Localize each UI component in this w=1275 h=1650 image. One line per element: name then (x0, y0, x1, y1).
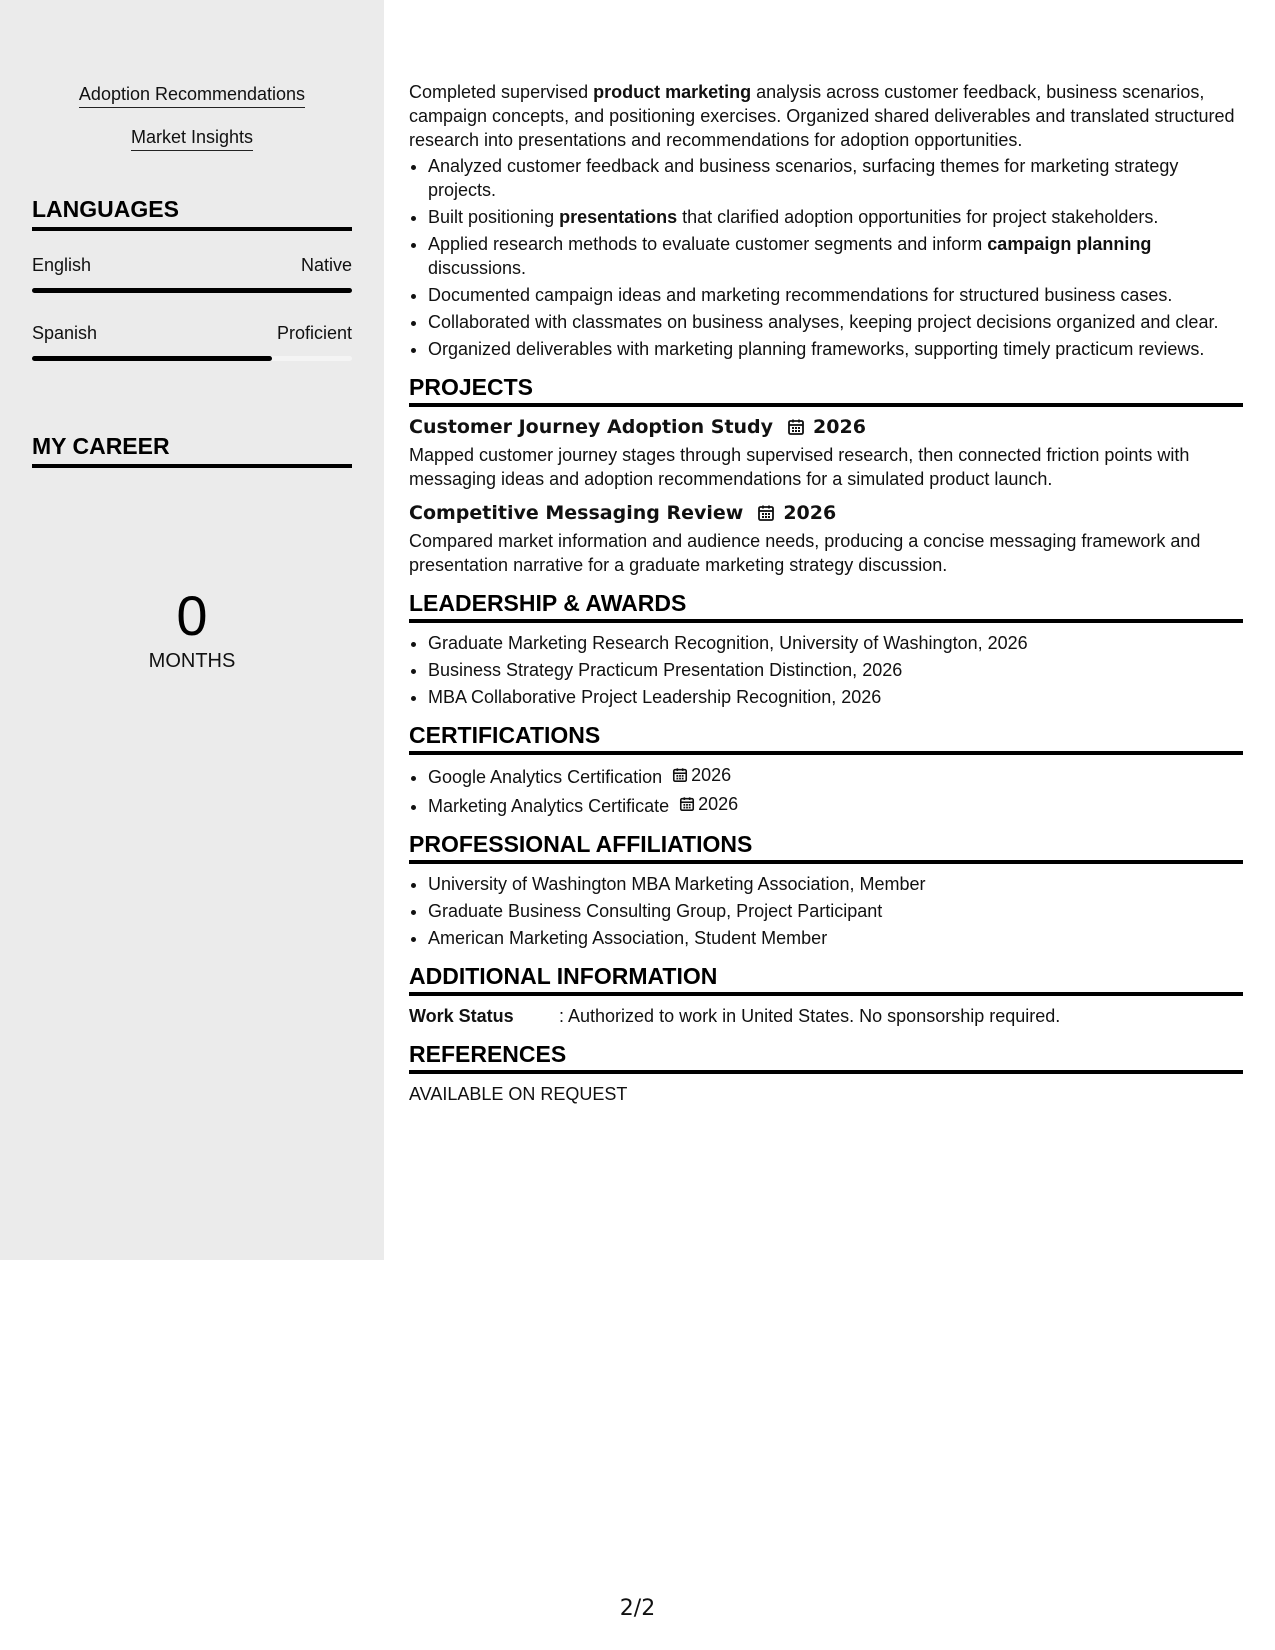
skill-tag-adoption: Adoption Recommendations (79, 84, 305, 108)
language-name: Spanish (32, 323, 98, 343)
summary-emphasis: product marketing (593, 82, 752, 102)
list-item: • Graduate Business Consulting Group, Project Participant (428, 899, 1243, 923)
work-status-row (409, 1004, 1243, 1028)
career-heading: MY CAREER (32, 433, 352, 468)
language-level: Native (300, 255, 352, 275)
list-item: • Applied research methods to evaluate customer segments and inform campaign planning discussions. (428, 232, 1243, 280)
projects-heading: PROJECTS (409, 375, 1243, 407)
list-item (428, 792, 1243, 818)
list-item: • Organized deliverables with marketing planning frameworks, supporting timely practicum reviews. (428, 337, 1243, 361)
summary-text: analysis across customer feedback, business scenarios, campaign concepts, and positioning exercises. Organized shared deliverables and translated structured research into presentations and recommendations for adoption opportunities. (409, 82, 1235, 150)
project-description: Compared market information and audience needs, producing a concise messaging framework and presentation narrative for a graduate marketing strategy discussion. (409, 531, 1201, 575)
certification-year: 2026 (691, 765, 732, 785)
languages-heading: LANGUAGES (32, 196, 352, 231)
calendar-icon (679, 796, 695, 812)
references-heading: REFERENCES (409, 1042, 1243, 1074)
summary-paragraph (409, 80, 1243, 152)
references-text: AVAILABLE ON REQUEST (409, 1084, 628, 1104)
calendar-icon (757, 504, 775, 522)
certification-name: Google Analytics Certification (428, 767, 663, 787)
affiliations-heading: PROFESSIONAL AFFILIATIONS (409, 832, 1243, 864)
list-item: • Graduate Marketing Research Recognition, University of Washington, 2026 (428, 631, 1243, 655)
career-unit: MONTHS (148, 650, 236, 672)
career-value: 0 (176, 584, 208, 647)
sidebar (0, 0, 384, 1260)
page-number: 2/2 (619, 1596, 656, 1621)
language-name: English (32, 255, 92, 275)
list-item: • MBA Collaborative Project Leadership Recognition, 2026 (428, 685, 1243, 709)
language-row (32, 255, 352, 293)
project-year: 2026 (783, 502, 837, 524)
project-title: Competitive Messaging Review (409, 502, 744, 524)
list-item: • American Marketing Association, Student Member (428, 926, 1243, 950)
project-year: 2026 (813, 416, 866, 438)
experience-bullets (409, 154, 1243, 361)
main-content (409, 80, 1243, 1106)
calendar-icon (672, 767, 688, 783)
additional-info-heading: ADDITIONAL INFORMATION (409, 964, 1243, 996)
affiliations-list (409, 872, 1243, 950)
career-duration (32, 584, 352, 673)
summary-text: Completed supervised (409, 82, 594, 102)
list-item: • Business Strategy Practicum Presentation Distinction, 2026 (428, 658, 1243, 682)
list-item: • University of Washington MBA Marketing Association, Member (428, 872, 1243, 896)
project-entry (409, 501, 1243, 577)
certifications-heading: CERTIFICATIONS (409, 723, 1243, 755)
language-proficiency-bar (32, 288, 352, 293)
language-row (32, 323, 352, 361)
list-item: • Analyzed customer feedback and business scenarios, surfacing themes for marketing strategy projects. (428, 154, 1243, 202)
work-status-value: : Authorized to work in United States. No sponsorship required. (559, 1006, 1061, 1026)
skill-tags (32, 84, 352, 170)
list-item: • Built positioning presentations that clarified adoption opportunities for project stakeholders. (428, 205, 1243, 229)
certification-year: 2026 (698, 794, 739, 814)
language-proficiency-fill (32, 356, 272, 361)
certifications-list (409, 763, 1243, 818)
skill-tag-market-insights: Market Insights (131, 127, 253, 151)
work-status-label: Work Status (409, 1006, 514, 1026)
project-entry (409, 415, 1243, 491)
list-item: • Documented campaign ideas and marketing recommendations for structured business cases. (428, 283, 1243, 307)
leadership-heading: LEADERSHIP & AWARDS (409, 591, 1243, 623)
language-proficiency-fill (32, 288, 352, 293)
list-item: • Collaborated with classmates on business analyses, keeping project decisions organized and clear. (428, 310, 1243, 334)
project-description: Mapped customer journey stages through supervised research, then connected friction points with messaging ideas and adoption recommendations for a simulated product launch. (409, 445, 1190, 489)
list-item (428, 763, 1243, 789)
language-proficiency-bar (32, 356, 352, 361)
calendar-icon (787, 418, 805, 436)
project-title: Customer Journey Adoption Study (409, 416, 774, 438)
leadership-list (409, 631, 1243, 709)
language-level: Proficient (276, 323, 352, 343)
certification-name: Marketing Analytics Certificate (428, 796, 670, 816)
